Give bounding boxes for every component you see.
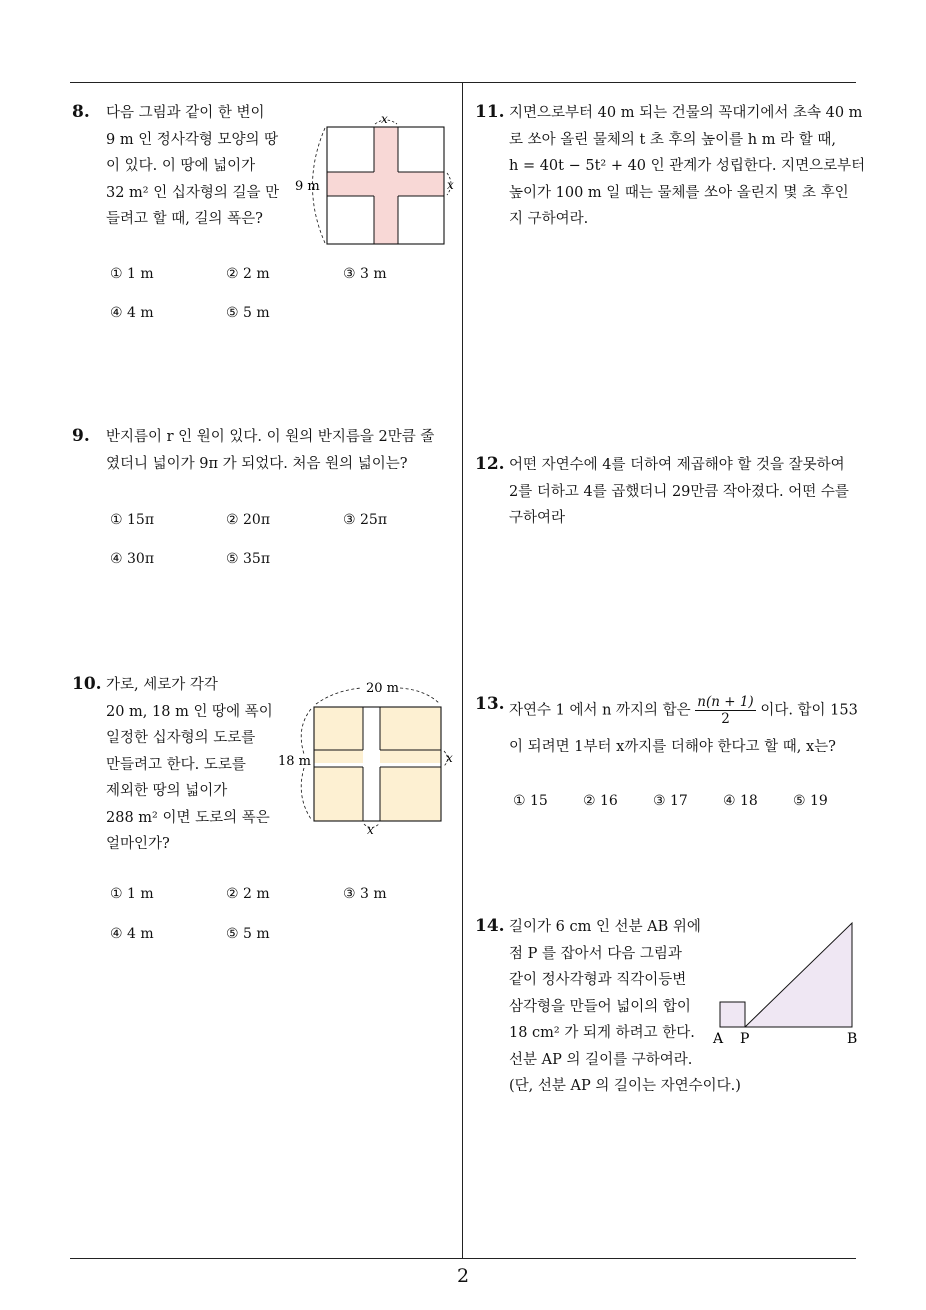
q9-text	[106, 424, 458, 477]
q13-line-1b: 이다. 합이 153	[760, 702, 858, 719]
q10-label-top: 20 m	[366, 681, 400, 696]
q12-line-3: 구하여라	[509, 510, 566, 526]
q10-number: 10.	[72, 674, 102, 694]
q13-fraction-denominator: 2	[721, 711, 730, 727]
top-rule	[70, 82, 856, 83]
q8-line-4: 32 m² 인 십자형의 길을 만	[106, 184, 280, 201]
q10-line-6: 288 m² 이면 도로의 폭은	[106, 809, 270, 826]
q14-label-p: P	[740, 1031, 750, 1047]
column-divider	[462, 82, 463, 1258]
q13-option-4[interactable]: ④ 18	[723, 793, 758, 809]
q10-line-2: 20 m, 18 m 인 땅에 폭이	[106, 703, 273, 720]
q10-line-1: 가로, 세로가 각각	[106, 677, 218, 693]
q10-line-7: 얼마인가?	[106, 836, 170, 852]
q14-label-a: A	[713, 1031, 724, 1047]
q9-option-1[interactable]: ① 15π	[110, 512, 155, 528]
q12-number: 12.	[475, 454, 505, 474]
q10-label-left: 18 m	[278, 754, 312, 769]
q10-option-4[interactable]: ④ 4 m	[110, 926, 154, 942]
q12-line-1: 어떤 자연수에 4를 더하여 제곱해야 할 것을 잘못하여	[509, 457, 845, 473]
q12-text	[509, 452, 857, 532]
q13-line-1a: 자연수 1 에서 n 까지의 합은	[509, 702, 691, 719]
bottom-rule	[70, 1258, 856, 1259]
q9-number: 9.	[72, 426, 90, 446]
q8-figure	[290, 110, 462, 252]
q8-option-5[interactable]: ⑤ 5 m	[226, 305, 270, 321]
q11-number: 11.	[475, 102, 505, 122]
q10-plot-top-left	[314, 707, 363, 763]
q9-line-1: 반지름이 r 인 원이 있다. 이 원의 반지름을 2만큼 줄	[106, 429, 435, 445]
q14-line-1: 길이가 6 cm 인 선분 AB 위에	[509, 919, 701, 935]
q8-label-x-top: x	[381, 112, 388, 126]
q10-plot-top-right	[380, 707, 441, 763]
q10-label-x-right: x	[446, 751, 453, 765]
q8-option-1[interactable]: ① 1 m	[110, 266, 154, 282]
q13-number: 13.	[475, 694, 505, 714]
q8-text	[106, 100, 282, 233]
q13-option-2[interactable]: ② 16	[583, 793, 618, 809]
q10-line-5: 제외한 땅의 넓이가	[106, 783, 228, 799]
q10-option-2[interactable]: ② 2 m	[226, 886, 270, 902]
q13-line-1	[509, 694, 859, 727]
q14-triangle	[745, 923, 852, 1027]
q13-option-5[interactable]: ⑤ 19	[793, 793, 828, 809]
q10-line-3: 일정한 십자형의 도로를	[106, 730, 256, 746]
q8-number: 8.	[72, 102, 90, 122]
q14-number: 14.	[475, 916, 505, 936]
q9-option-2[interactable]: ② 20π	[226, 512, 271, 528]
q9-option-5[interactable]: ⑤ 35π	[226, 551, 271, 567]
q10-label-x-bottom: x	[367, 823, 374, 836]
page-number: 2	[456, 1265, 470, 1287]
q14-line-3: 같이 정사각형과 직각이등변	[509, 972, 687, 988]
q11-text	[509, 100, 866, 233]
q8-option-3[interactable]: ③ 3 m	[343, 266, 387, 282]
q14-line-4: 삼각형을 만들어 넓이의 합이	[509, 998, 691, 1015]
q13-fraction-numerator: n(n + 1)	[697, 694, 754, 710]
q10-option-1[interactable]: ① 1 m	[110, 886, 154, 902]
q11-line-3: h = 40t − 5t² + 40 인 관계가 성립한다. 지면으로부터	[509, 158, 866, 174]
q13-line-2: 이 되려면 1부터 x까지를 더해야 한다고 할 때, x는?	[509, 739, 836, 755]
q14-line-7: (단, 선분 AP 의 길이는 자연수이다.)	[509, 1078, 741, 1094]
q8-label-side: 9 m	[295, 179, 320, 194]
q10-figure	[276, 676, 460, 836]
q10-plot-bottom-right	[380, 767, 441, 821]
q9-option-3[interactable]: ③ 25π	[343, 512, 388, 528]
q8-label-x-right: x	[447, 178, 454, 192]
q14-line-6: 선분 AP 의 길이를 구하여라.	[509, 1051, 693, 1068]
q14-line-5: 18 cm² 가 되게 하려고 한다.	[509, 1025, 695, 1041]
q11-line-5: 지 구하여라.	[509, 211, 589, 227]
q10-line-4: 만들려고 한다. 도로를	[106, 756, 246, 773]
q10-option-3[interactable]: ③ 3 m	[343, 886, 387, 902]
q12-line-2: 2를 더하고 4를 곱했더니 29만큼 작아졌다. 어떤 수를	[509, 483, 849, 500]
q8-option-2[interactable]: ② 2 m	[226, 266, 270, 282]
q9-option-4[interactable]: ④ 30π	[110, 551, 155, 567]
q14-square	[720, 1002, 745, 1027]
q11-line-4: 높이가 100 m 일 때는 물체를 쏘아 올린지 몇 초 후인	[509, 184, 849, 201]
q14-figure	[708, 916, 864, 1050]
q10-text	[106, 672, 273, 858]
q13-fraction	[695, 694, 755, 727]
q9-line-2: 였더니 넓이가 9π 가 되었다. 처음 원의 넓이는?	[106, 455, 408, 472]
q8-option-4[interactable]: ④ 4 m	[110, 305, 154, 321]
q13-option-1[interactable]: ① 15	[513, 793, 548, 809]
q8-line-1: 다음 그림과 같이 한 변이	[106, 105, 265, 121]
q8-line-3: 이 있다. 이 땅에 넓이가	[106, 158, 256, 174]
q10-option-5[interactable]: ⑤ 5 m	[226, 926, 270, 942]
q8-cross-horizontal	[327, 172, 444, 196]
q10-plot-bottom-left	[314, 767, 363, 821]
q8-line-2: 9 m 인 정사각형 모양의 땅	[106, 131, 279, 148]
q11-line-2: 로 쏘아 올린 물체의 t 초 후의 높이를 h m 라 할 때,	[509, 131, 836, 148]
q11-line-1: 지면으로부터 40 m 되는 건물의 꼭대기에서 초속 40 m	[509, 105, 863, 121]
q14-line-2: 점 P 를 잡아서 다음 그림과	[509, 945, 682, 962]
q13-option-3[interactable]: ③ 17	[653, 793, 688, 809]
q14-label-b: B	[847, 1031, 858, 1047]
q8-line-5: 들려고 할 때, 길의 폭은?	[106, 211, 263, 227]
